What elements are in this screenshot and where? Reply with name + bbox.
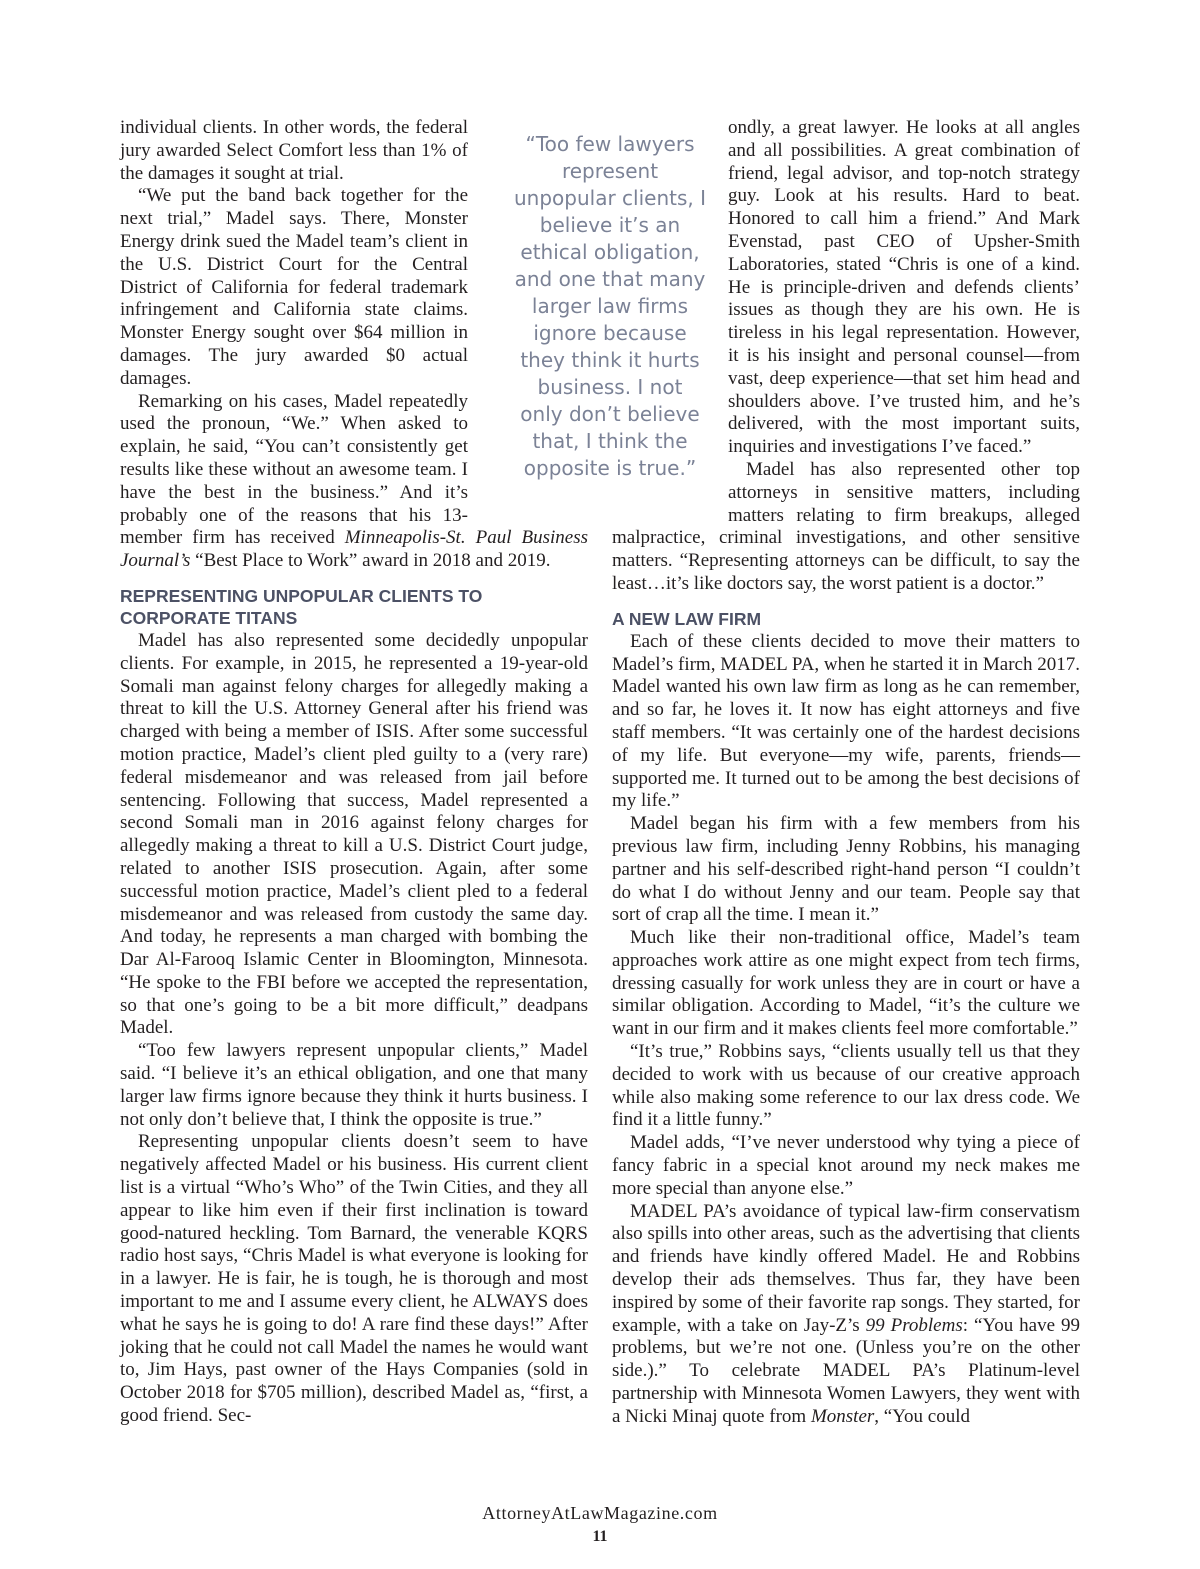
section-heading: A NEW LAW FIRM: [612, 608, 762, 629]
song-title: Monster: [810, 1405, 875, 1427]
paragraph: Madel has also represented some decidedly unpopular clients. For example, in 2015, he represented a 19-year-old Somali man against felony charges for allegedly making a threat to kill the U.S. Attorney General after his friend was charged with being a member of ISIS. After some successful motion practice, Madel’s client pled guilty to a (very rare) federal misdemeanor and was released from jail before sentencing. Following that success, Madel represented a second Somali man in 2016 against felony charges for allegedly making a threat to kill a U.S. District Court judge, related to another ISIS prosecution. Again, after some successful motion practice, Madel’s client pled to a federal misdemeanor and was released from custody the same day. And today, he represents a man charged with bombing the Dar Al-Farooq Islamic Center in Bloomington, Minnesota. “He spoke to the FBI before we accepted the representation, so that one’s going to be a bit more difficult,” deadpans Madel.: [120, 629, 588, 1039]
paragraph: ondly, a great lawyer. He looks at all angles and all possibilities. A great combination of friend, legal advisor, and top-notch strategy guy. Look at his results. Hard to beat. Honored to call him a friend.” And Mark Evenstad, past CEO of Upsher-Smith Laboratories, stated “Chris is one of a kind. He is principle-driven and defends clients’ issues as though they are his own. He is tireless in his legal representation. However, it is his insight and personal counsel—from vast, deep experience—that set him head and shoulders above. I’ve trusted him, and he’s delivered, with the most important suits, inquiries and investigations I’ve faced.”: [728, 117, 1080, 458]
song-title: 99 Problems: [865, 1314, 963, 1336]
pull-quote: “Too few lawyers represent unpopular clients, I believe it’s an ethical obligation, and one that many larger law firms ignore because they think it hurts business. I not only don’t believe that, I think the opposite is true.”: [510, 131, 710, 482]
paragraph: Madel began his firm with a few members from his previous law firm, including Jenny Robbins, his managing partner and his self-described right-hand person “I couldn’t do what I do without Jenny and our team. People say that sort of crap all the time. I mean it.”: [612, 813, 1080, 926]
paragraph: Madel has also represented other top attorneys in sensitive matters, including matters relating to firm breakups, alleged malpractice, criminal investigations, and other sensitive matters. “Representing attorneys can be difficult, to say the least…it’s like doctors say, the worst patient is a doctor.”: [612, 458, 1080, 594]
footer-website: AttorneyAtLawMagazine.com: [482, 1503, 718, 1523]
paragraph-text: , “You could: [874, 1405, 970, 1427]
paragraph: Representing unpopular clients doesn’t seem to have negatively affected Madel or his business. His current client list is a virtual “Who’s Who” of the Twin Cities, and they all appear to like him even if their first inclination is toward good-natured heckling. Tom Barnard, the venerable KQRS radio host says, “Chris Madel is what everyone is looking for in a lawyer. He is fair, he is tough, he is thorough and most important to me and I assume every client, he ALWAYS does what he says he is going to do! A rare find these days!” After joking that he could not call Madel the names he would want to, Jim Hays, past owner of the Hays Companies (sold in October 2018 for $705 million), described Madel as, “first, a good friend. Sec-: [120, 1131, 588, 1427]
paragraph: “We put the band back together for the next trial,” Madel says. There, Monster Energy drink sued the Madel team’s client in the U.S. District Court for the Central District of California for federal trademark infringement and California state claims. Monster Energy sought over $64 million in damages. The jury awarded $0 actual damages.: [120, 185, 468, 389]
paragraph: Much like their non-traditional office, Madel’s team approaches work attire as one might expect from tech firms, dressing casually for work unless they are in court or have a similar obligation. According to Madel, “it’s the culture we want in our firm and it makes clients feel more comfortable.”: [612, 927, 1080, 1040]
paragraph: individual clients. In other words, the federal jury awarded Select Comfort less than 1% of the damages it sought at trial.: [120, 117, 468, 184]
section-heading: REPRESENTING UNPOPULAR CLIENTS TO CORPORATE TITANS: [120, 585, 483, 628]
paragraph: “It’s true,” Robbins says, “clients usually tell us that they decided to work with us because of our creative approach while also making some reference to our lax dress code. We find it a little funny.”: [612, 1041, 1080, 1131]
paragraph-text: “Best Place to Work” award in 2018 and 2019.: [190, 550, 551, 572]
paragraph-text: Remarking on his cases, Madel repeatedly used the pronoun, “We.” When asked to explain, he said, “You can’t consistently get results like these without an awesome team. I have the best in the business.” And it’s probably one of the reasons that his 13-member firm has received: [120, 390, 468, 549]
publication-title: Minneapolis-St. Paul Business Journal’s: [120, 527, 588, 572]
paragraph: Each of these clients decided to move their matters to Madel’s firm, MADEL PA, when he started it in March 2017. Madel wanted his own law firm as long as he can remember, and so far, he loves it. It now has eight attorneys and five staff members. “It was certainly one of the hardest decisions of my life. But everyone—my wife, parents, friends—supported me. It turned out to be among the best decisions of my life.”: [612, 630, 1080, 812]
paragraph: “Too few lawyers represent unpopular clients,” Madel said. “I believe it’s an ethical obligation, and one that many larger law firms ignore because they think it hurts business. I not only don’t believe that, I think the opposite is true.”: [120, 1040, 588, 1130]
paragraph-text: : “You have 99 problems, but we’re not one. (Unless you’re on the other side.).” To celebrate MADEL PA’s Platinum-level partnership with Minnesota Women Lawyers, they went with a Nicki Minaj quote from: [612, 1314, 1081, 1427]
paragraph-text: MADEL PA’s avoidance of typical law-firm conservatism also spills into other areas, such as the advertising that clients and friends have kindly offered Madel. He and Robbins develop their ads themselves. Thus far, they have been inspired by some of their favorite rap songs. They started, for example, with a take on Jay-Z’s: [612, 1200, 1080, 1336]
paragraph: [612, 1201, 1080, 1429]
paragraph: Madel adds, “I’ve never understood why tying a piece of fancy fabric in a special knot around my neck makes me more special than anyone else.”: [612, 1132, 1080, 1199]
page-number: 11: [592, 1528, 608, 1545]
